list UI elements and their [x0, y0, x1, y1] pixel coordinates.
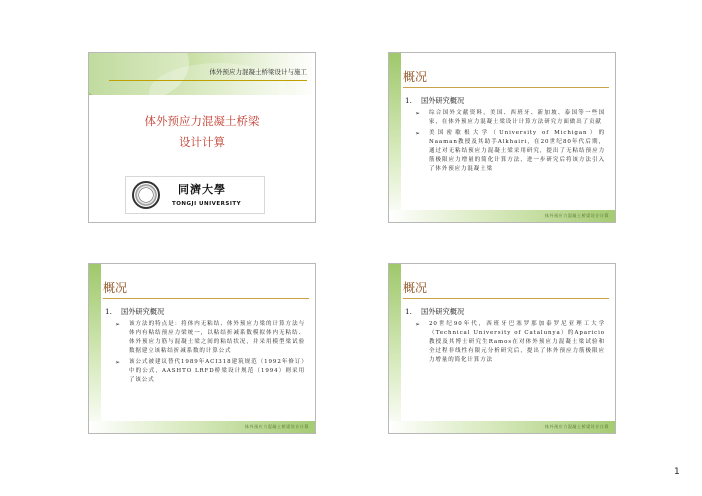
slide-title: 概况 — [403, 70, 428, 84]
university-logo — [125, 176, 265, 214]
heading-number: 1. — [105, 307, 112, 316]
list-item: ➢ 20世纪90年代，西班牙巴塞罗那加泰罗尼亚理工大学（Technical University of Catalunya）的Aparicio教授及其博士研究生Ramos在对体外预应力混凝土梁试验和全过程非线性有限元分析研究后，提出了体外预应力筋极限应力增量的简化计算方法 — [415, 321, 605, 363]
slide-4[interactable] — [388, 263, 616, 434]
slide-title: 概况 — [103, 281, 128, 295]
cover-header: 体外预应力混凝土桥梁设计与施工 — [209, 68, 307, 76]
cover-title-line1: 体外预应力混凝土桥梁 — [144, 114, 260, 128]
bullet-list — [415, 109, 605, 176]
list-item: ➢ 综合国外文献资料，美国、西班牙、新加坡、泰国等一些国家，在体外预应力混凝土梁设计计算方法研究方面做出了贡献 — [415, 110, 605, 125]
slide-footer: 体外预应力混凝土桥梁设计计算 — [89, 421, 315, 433]
bullet-list — [115, 320, 305, 387]
slide-footer: 体外预应力混凝土桥梁设计计算 — [389, 421, 615, 433]
divider — [403, 298, 609, 299]
slide-cover[interactable] — [88, 52, 316, 223]
list-item: ➢ 该方法的特点是：将体内无粘结、体外预应力梁的计算方法与体内有粘结预应力梁统一，以粘结折减系数模拟体内无粘结、体外预应力筋与混凝土梁之间的粘结状况，并采用模型梁试验数据建立该粘结折减系数的计算公式 — [115, 321, 305, 354]
heading-number: 1. — [405, 96, 412, 105]
divider — [403, 87, 609, 88]
bullet-list — [415, 320, 605, 367]
logo-english-name: TONGJI UNIVERSITY — [172, 201, 242, 207]
cover-title-line2: 设计计算 — [179, 135, 225, 149]
arrow-bullet-icon: ➢ — [115, 359, 121, 366]
heading-text: 国外研究概况 — [421, 96, 465, 105]
arrow-bullet-icon: ➢ — [415, 110, 421, 117]
section-heading — [405, 307, 464, 317]
heading-number: 1. — [405, 307, 412, 316]
section-heading — [105, 307, 164, 317]
divider — [109, 80, 307, 81]
slide-2[interactable] — [388, 52, 616, 223]
decorative-side-band — [389, 264, 401, 433]
cover-title — [89, 111, 315, 153]
decorative-side-band — [89, 264, 101, 433]
arrow-bullet-icon: ➢ — [415, 130, 421, 137]
heading-text: 国外研究概况 — [421, 307, 465, 316]
heading-text: 国外研究概况 — [121, 307, 165, 316]
slide-footer: 体外预应力混凝土桥梁设计计算 — [389, 210, 615, 222]
slide-3[interactable] — [88, 263, 316, 434]
slide-title: 概况 — [403, 281, 428, 295]
section-heading — [405, 96, 464, 106]
page-number: 1 — [674, 467, 680, 477]
university-seal-icon — [132, 181, 160, 209]
list-item: ➢ 该公式被建议替代1989年ACI318建筑规范（1992年修订）中的公式，AASHTO LRFD桥梁设计规范（1994）则采用了该公式 — [115, 359, 305, 383]
arrow-bullet-icon: ➢ — [415, 321, 421, 328]
logo-chinese-name: 同濟大學 — [178, 183, 226, 196]
divider — [103, 298, 309, 299]
arrow-bullet-icon: ➢ — [115, 321, 121, 328]
decorative-side-band — [389, 53, 401, 222]
list-item: ➢ 美国密歇根大学（University of Michigan）的Naaman教授及其助手Alkhairi，在20世纪80年代后期，通过对无粘结预应力混凝土梁采用研究，提出了无粘结预应力筋极限应力增量的简化计算方法，进一步研究后将该方法引入了体外预应力混凝土梁 — [415, 130, 605, 172]
